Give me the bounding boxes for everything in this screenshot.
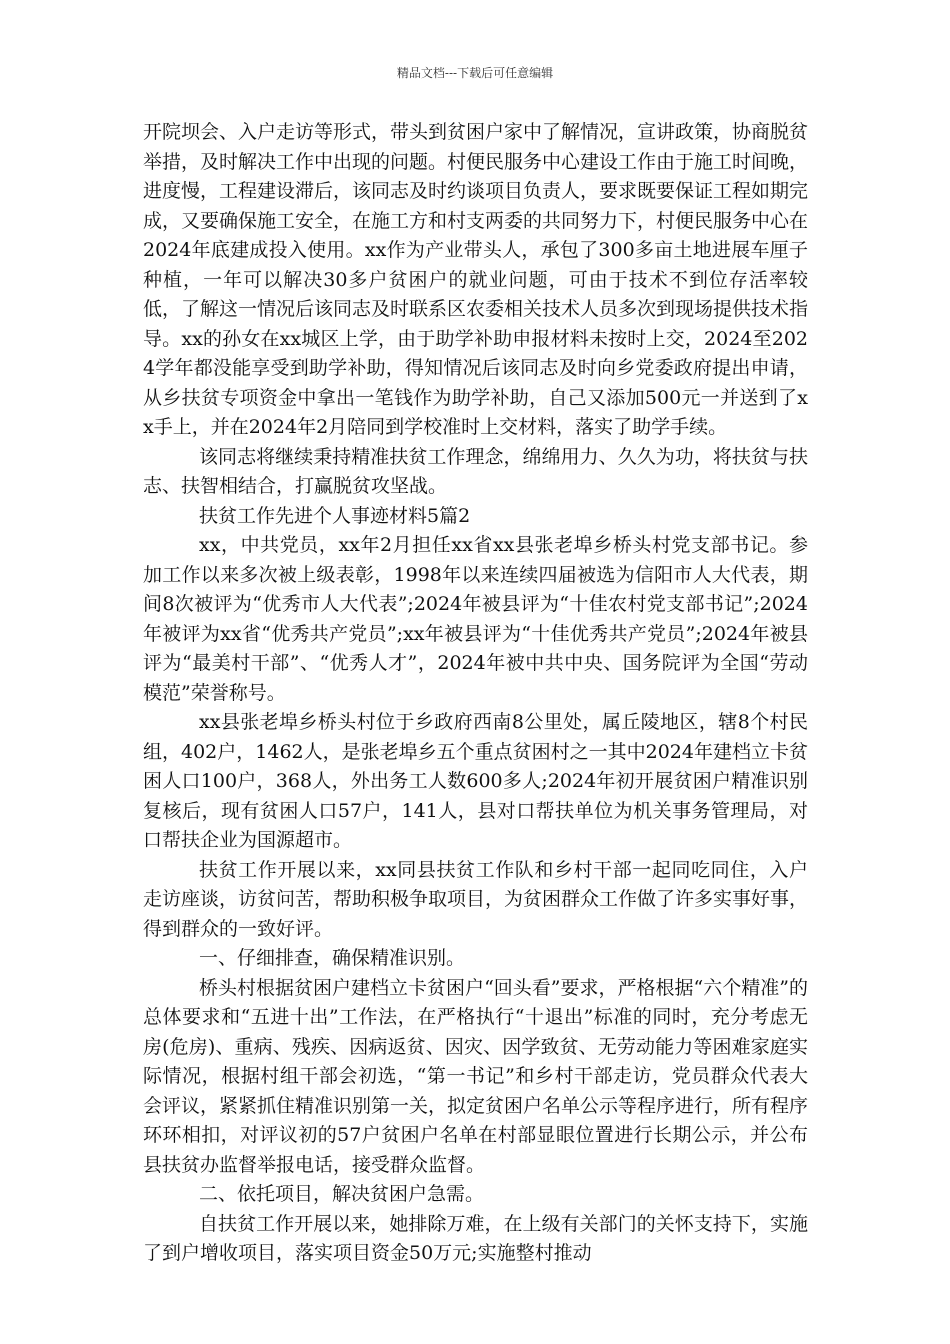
paragraph: xx县张老埠乡桥头村位于乡政府西南8公里处，属丘陵地区，辖8个村民组，402户，1462人，是张老埠乡五个重点贫困村之一其中2024年建档立卡贫困人口100户，368人，外出务工人数600多人;2024年初开展贫困户精准识别复核后，现有贫困人口57户，141人，县对口帮扶单位为机关事务管理局，对口帮扶企业为国源超市。 — [143, 711, 808, 851]
section-title: 扶贫工作先进个人事迹材料5篇2 — [199, 504, 471, 527]
subheading: 二、依托项目，解决贫困户急需。 — [199, 1183, 485, 1205]
paragraph: 桥头村根据贫困户建档立卡贫困户“回头看”要求，严格根据“六个精准”的总体要求和“五进十出”工作法，在严格执行“十退出”标准的同时，充分考虑无房(危房)、重病、残疾、因病返贫、因灾、因学致贫、无劳动能力等困难家庭实际情况，根据村组干部会初选，“第一书记”和乡村干部走访，党员群众代表大会评议，紧紧抓住精准识别第一关，拟定贫困户名单公示等程序进行，所有程序环环相扣，对评议初的57户贫困户名单在村部显眼位置进行长期公示，并公布县扶贫办监督举报电话，接受群众监督。 — [143, 976, 809, 1176]
page-header: 精品文档---下载后可任意编辑 — [396, 66, 554, 80]
paragraph: 扶贫工作开展以来，xx同县扶贫工作队和乡村干部一起同吃同住，入户走访座谈，访贫问苦，帮助积极争取项目，为贫困群众工作做了许多实事好事，得到群众的一致好评。 — [143, 858, 809, 940]
paragraph: 自扶贫工作开展以来，她排除万难，在上级有关部门的关怀支持下，实施了到户增收项目，落实项目资金50万元;实施整村推动 — [143, 1212, 808, 1264]
subheading: 一、仔细排查，确保精准识别。 — [199, 947, 466, 969]
paragraph: 开院坝会、入户走访等形式，带头到贫困户家中了解情况，宣讲政策，协商脱贫举措，及时解决工作中出现的问题。村便民服务中心建设工作由于施工时间晚，进度慢，工程建设滞后，该同志及时约谈项目负责人，要求既要保证工程如期完成，又要确保施工安全，在施工方和村支两委的共同努力下，村便民服务中心在2024年底建成投入使用。xx作为产业带头人，承包了300多亩土地进展车厘子种植，一年可以解决30多户贫困户的就业问题，可由于技术不到位存活率较低，了解这一情况后该同志及时联系区农委相关技术人员多次到现场提供技术指导。xx的孙女在xx城区上学，由于助学补助申报材料未按时上交，2024至2024学年都没能享受到助学补助，得知情况后该同志及时向乡党委政府提出申请，从乡扶贫专项资金中拿出一笔钱作为助学补助，自己又添加500元一并送到了xx手上，并在2024年2月陪同到学校准时上交材料，落实了助学手续。 — [143, 121, 809, 438]
paragraph: 该同志将继续秉持精准扶贫工作理念，绵绵用力、久久为功，将扶贫与扶志、扶智相结合，打赢脱贫攻坚战。 — [143, 445, 808, 497]
document-body — [143, 118, 808, 1269]
paragraph: xx，中共党员，xx年2月担任xx省xx县张老埠乡桥头村党支部书记。参加工作以来多次被上级表彰，1998年以来连续四届被选为信阳市人大代表，期间8次被评为“优秀市人大代表”;2024年被县评为“十佳农村党支部书记”;2024年被评为xx省“优秀共产党员”;xx年被县评为“十佳优秀共产党员”;2024年被县评为“最美村干部”、“优秀人才”，2024年被中共中央、国务院评为全国“劳动模范”荣誉称号。 — [143, 534, 808, 704]
